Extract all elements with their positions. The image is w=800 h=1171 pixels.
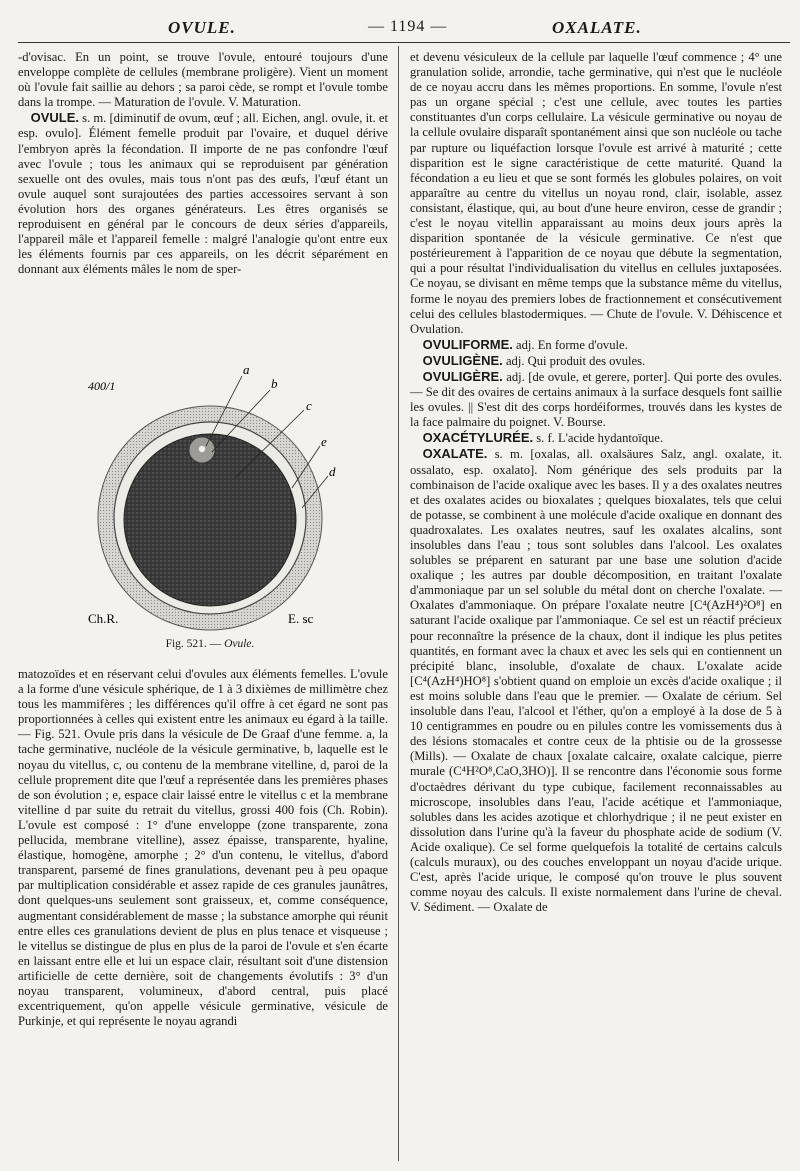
caption-label: Ovule.	[224, 638, 255, 650]
figure-521	[60, 368, 360, 658]
ovisac-continuation: -d'ovisac. En un point, se trouve l'ovule, entouré toujours d'une enveloppe complète de cellules (membrane proligère). Vient un moment où l'ovule fait saillie au dehors ; sa paroi cède, se rompt et l'ovule tombe dans la trompe. — Maturation de l'ovule. V. Maturation.	[18, 50, 388, 110]
entry-oxacetyluree	[410, 430, 782, 446]
entry-oxacetyluree-text: s. f. L'acide hydantoïque.	[536, 431, 664, 446]
left-column-bottom	[18, 667, 388, 1029]
headword-ovuligere: OVULIGÈRE.	[422, 368, 503, 384]
signature-left: Ch.R.	[88, 611, 119, 626]
label-a: a	[243, 368, 250, 377]
header-rule	[18, 42, 790, 43]
caption-prefix: Fig. 521. —	[165, 638, 222, 650]
figure-caption	[60, 638, 360, 650]
ovule-continuation: et devenu vésiculeux de la cellule par laquelle l'œuf commence ; 4° une granulation solide, arrondie, tache germinative, qui n'est que le nucléole de ce noyau accru dans les mêmes proportions. En somme, l'ovule n'est pas un organe spécial ; c'est une cellule, avec toutes les parties constituantes d'un corps cellulaire. La vésicule germinative ou noyau de la cellule ovulaire disparaît spontanément ainsi que son nucléole ou tache par rupture ou liquéfaction lorsque l'ovule est arrivé à maturité ; cette disparition est le signe caractéristique de cette maturité. Quand la fécondation a eu lieu et que se sont formés les globules polaires, on voit apparaître au centre du vitellus un noyau rond, clair, isolable, assez consistant, élastique, qui, au bout d'une heure environ, cesse de grandir ; c'est le noyau vitellin apparaissant au moins deux jours après la disparition spontanée de la vésicule germinative. Ce n'est que postérieurement à l'apparition de ce noyau que débute la segmentation, qui a pour résultat l'individualisation du vitellus en cellules juxtaposées. Ce noyau, se divisant en même temps que la substance même du vitellus, forme le noyau des premiers lobes de fractionnement et consécutivement celui des cellules blastodermiques. — Chute de l'ovule. V. Déhiscence et Ovulation.	[410, 50, 782, 336]
headword-oxalate: OXALATE.	[422, 446, 488, 462]
running-header	[0, 18, 800, 42]
label-e: e	[321, 434, 327, 449]
entry-ovuliforme	[410, 337, 782, 353]
entry-ovule-text: s. m. [diminutif de ovum, œuf ; all. Eichen, angl. ovule, it. et esp. ovulo]. Élément femelle produit par l'ovaire, et duquel dérive l'embryon après la fécondation. Il importe de ne pas confondre l'œuf avec l'ovule ; tous les animaux qui se reproduisent par génération sexuelle ont des ovules, mais tous n'ont pas des œufs, l'œuf étant un ovule auquel sont surajoutées des parties accessoires servant à son évolution hors des organes générateurs. Les êtres organisés se reproduisent en général par le concours de deux séries d'appareils, l'appareil mâle et l'appareil femelle : malgré l'analogie qu'ont entre eux les éléments fournis par ces appareils, on les décrit séparément en donnant aux éléments mâles le nom de sper-	[18, 111, 388, 277]
header-right-word: OXALATE.	[552, 18, 642, 37]
entry-ovuligene	[410, 353, 782, 369]
entry-oxalate-text: s. m. [oxalas, all. oxalsäures Salz, angl. oxalate, it. ossalato, esp. oxalato]. Nom générique des sels produits par la combinaison de l'acide oxalique avec les bases. Il y a des oxalates neutres et des oxalates acides ou bioxalates ; quelques bioxalates, tels que celui de potasse, se combinent à une molécule d'acide oxalique en donnant des quadroxalates. Les oxalates neutres, sauf les oxalates alcalins, sont insolubles dans l'eau ; tous sont solubles dans l'alcool. Les oxalates solubles se préparent en saturant par une base une solution d'acide oxalique ; les autres par double décomposition, en traitant l'oxalate d'ammoniaque par un sel soluble du métal dont on cherche l'oxalate. — Oxalates d'ammoniaque. On prépare l'oxalate neutre [C⁴(AzH⁴)²O⁸] en saturant l'acide oxalique par l'ammoniaque. Ce sel est un réactif précieux pour reconnaître la présence de la chaux, dont il indique les plus petites quantités, en formant avec la chaux et avec les sels qui en contiennent un précipité blanc, insoluble, d'oxalate de chaux. L'oxalate acide [C⁴(AzH⁴)HO⁸] s'obtient quand on emploie un excès d'acide oxalique ; il est moins soluble dans l'eau que le premier. — Oxalate de cérium. Sel insoluble dans l'eau, l'alcool et l'éther, qu'on a employé à la dose de 5 à 10 centigrammes en poudre ou en pilules contre les vomissements dus à des lésions stomacales et contre ceux de la phtisie ou de la grossesse (Mills). — Oxalate de chaux [oxalate calcaire, oxalate calcique, pierre murale (C⁴H²O⁸,CaO,3HO)]. Il se rencontre dans l'économie sous forme d'octaèdres dérivant du type cubique, facilement reconnaissables au microscope, insolubles dans l'eau, l'acide acétique et l'ammoniaque, solubles dans les acides azotique et chlorhydrique ; il ne peut exister en dissolution dans l'urine qu'à la faveur du phosphate acide de sodium (V. Acide oxalique). Ce sel forme quelquefois la totalité de certains calculs (calculs muraux), ou des couches enveloppant un noyau d'acide urique. C'est, après l'acide urique, le composé qu'on trouve le plus souvent comme noyau des calculs. Il existe normalement dans l'urine de cheval. V. Sédiment. — Oxalate de	[410, 447, 782, 915]
headword-ovule: OVULE.	[30, 110, 79, 126]
label-c: c	[306, 398, 312, 413]
germinal-spot	[199, 446, 205, 452]
label-d: d	[329, 464, 336, 479]
entry-ovule	[18, 110, 388, 277]
header-left-word: OVULE.	[168, 18, 236, 37]
signature-right: E. sc	[288, 611, 314, 626]
page-number: — 1194 —	[368, 18, 448, 35]
ovule-description: matozoïdes et en réservant celui d'ovules aux éléments femelles. L'ovule a la forme d'une vésicule sphérique, de 1 à 3 dixièmes de millimètre chez tous les mammifères ; les différences qu'il offre à cet égard ne sont pas proportionnées à celles qui existent entre les animaux eu égard à la taille. — Fig. 521. Ovule pris dans la vésicule de De Graaf d'une femme. a, la tache germinative, nucléole de la vésicule germinative, b, laquelle est le noyau du vitellus, c, ou contenu de la membrane vitelline, d, paroi de la cellule proprement dite que l'œuf a représentée dans les premières phases de son évolution ; e, espace clair laissé entre le vitellus c et la membrane vitelline d par suite du retrait du vitellus, grossi 400 fois (Ch. Robin). L'ovule est composé : 1° d'une enveloppe (zone transparente, zona pellucida, membrane vitelline), assez épaisse, transparente, hyaline, élastique, homogène, amorphe ; 2° d'un contenu, le vitellus, d'abord transparent, parsemé de fines granulations, devenant peu à peu opaque par multiplication considérable et assez rapide de ces granules jaunâtres, dont quelques-uns seulement sont graisseux, et, comme conséquence, augmentant considérablement de masse ; la substance amorphe qui réunit entre elles ces granulations devient de plus en plus tenace et visqueuse ; le vitellus se distingue de plus en plus de la paroi de l'ovule et s'en écarte en laissant entre elle et lui un espace clair, résultant soit d'une distension artificielle de cette dernière, soit de changements évolutifs : 3° d'un noyau transparent, volumineux, d'abord central, puis placé excentriquement, qu'on appelle vésicule germinative, vésicule de Purkinje, et qui représente le noyau agrandi	[18, 667, 388, 1029]
headword-ovuligene: OVULIGÈNE.	[422, 352, 503, 368]
label-b: b	[271, 376, 278, 391]
left-column-top	[18, 50, 388, 277]
headword-ovuliforme: OVULIFORME.	[422, 336, 513, 352]
entry-ovuliforme-text: adj. En forme d'ovule.	[516, 337, 628, 352]
entry-ovuligene-text: adj. Qui produit des ovules.	[505, 353, 646, 368]
entry-ovuligere-text: adj. [de ovule, et gerere, porter]. Qui porte des ovules. — Se dit des ovaires de certains animaux à la surface desquels font saillie les ovules. || S'est dit des corps hordéiformes, trouvés dans les kystes de la face palmaire du poignet. V. Bourse.	[410, 369, 782, 430]
magnification-label: 400/1	[88, 379, 116, 393]
right-column	[410, 50, 782, 915]
ovule-illustration	[60, 368, 360, 633]
entry-oxalate	[410, 446, 782, 915]
headword-oxacetyluree: OXACÉTYLURÉE.	[422, 430, 534, 446]
entry-ovuligere	[410, 369, 782, 430]
column-divider	[398, 46, 399, 1161]
